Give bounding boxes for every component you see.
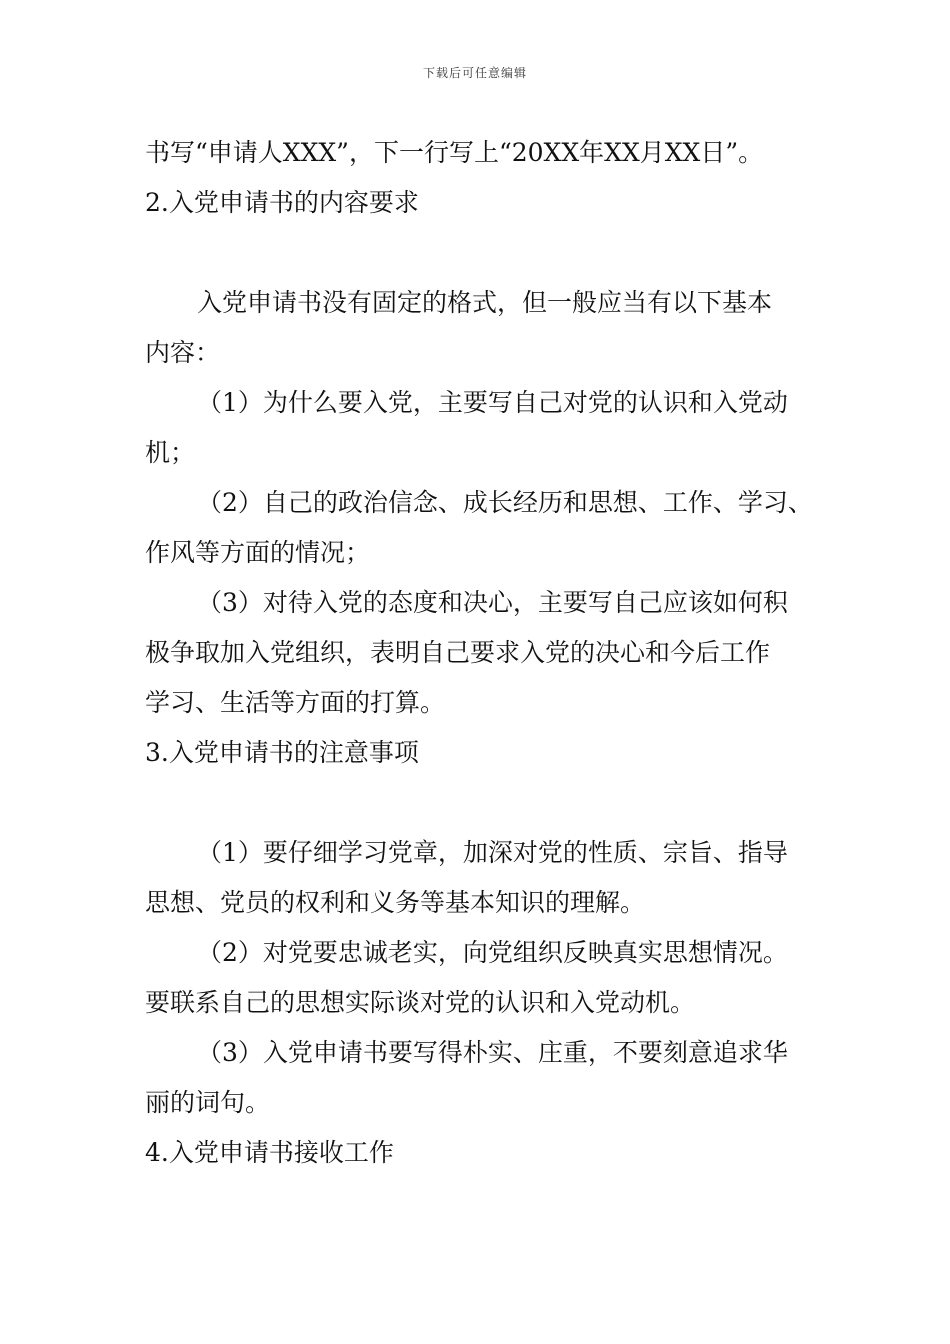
list-item-line: 要联系自己的思想实际谈对党的认识和入党动机。 <box>145 988 696 1017</box>
list-item-line: （2）自己的政治信念、成长经历和思想、工作、学习、 <box>197 488 813 517</box>
section-heading: 2.入党申请书的内容要求 <box>145 188 419 217</box>
list-item-line: 极争取加入党组织，表明自己要求入党的决心和今后工作 <box>145 638 771 667</box>
list-item-line: 学习、生活等方面的打算。 <box>145 688 446 717</box>
list-item-line: 思想、党员的权利和义务等基本知识的理解。 <box>145 888 646 917</box>
list-item-line: 机； <box>145 438 196 467</box>
paragraph-line: 内容： <box>145 338 221 367</box>
list-item-line: （1）为什么要入党，主要写自己对党的认识和入党动 <box>197 388 788 417</box>
list-item-line: （2）对党要忠诚老实，向党组织反映真实思想情况。 <box>197 938 788 967</box>
list-item-line: （3）对待入党的态度和决心，主要写自己应该如何积 <box>197 588 788 617</box>
paragraph-line: 书写“申请人XXX”，下一行写上“20XX年XX月XX日”。 <box>145 138 764 167</box>
blank-line <box>145 228 835 278</box>
paragraph-line: 入党申请书没有固定的格式，但一般应当有以下基本 <box>197 288 773 317</box>
page-header: 下载后可任意编辑 <box>422 66 527 80</box>
document-body <box>145 128 835 1178</box>
list-item-line: 丽的词句。 <box>145 1088 271 1117</box>
list-item-line: 作风等方面的情况； <box>145 538 371 567</box>
blank-line <box>145 778 835 828</box>
section-heading: 4.入党申请书接收工作 <box>145 1138 394 1167</box>
section-heading: 3.入党申请书的注意事项 <box>145 738 419 767</box>
list-item-line: （1）要仔细学习党章，加深对党的性质、宗旨、指导 <box>197 838 788 867</box>
list-item-line: （3）入党申请书要写得朴实、庄重，不要刻意追求华 <box>197 1038 788 1067</box>
